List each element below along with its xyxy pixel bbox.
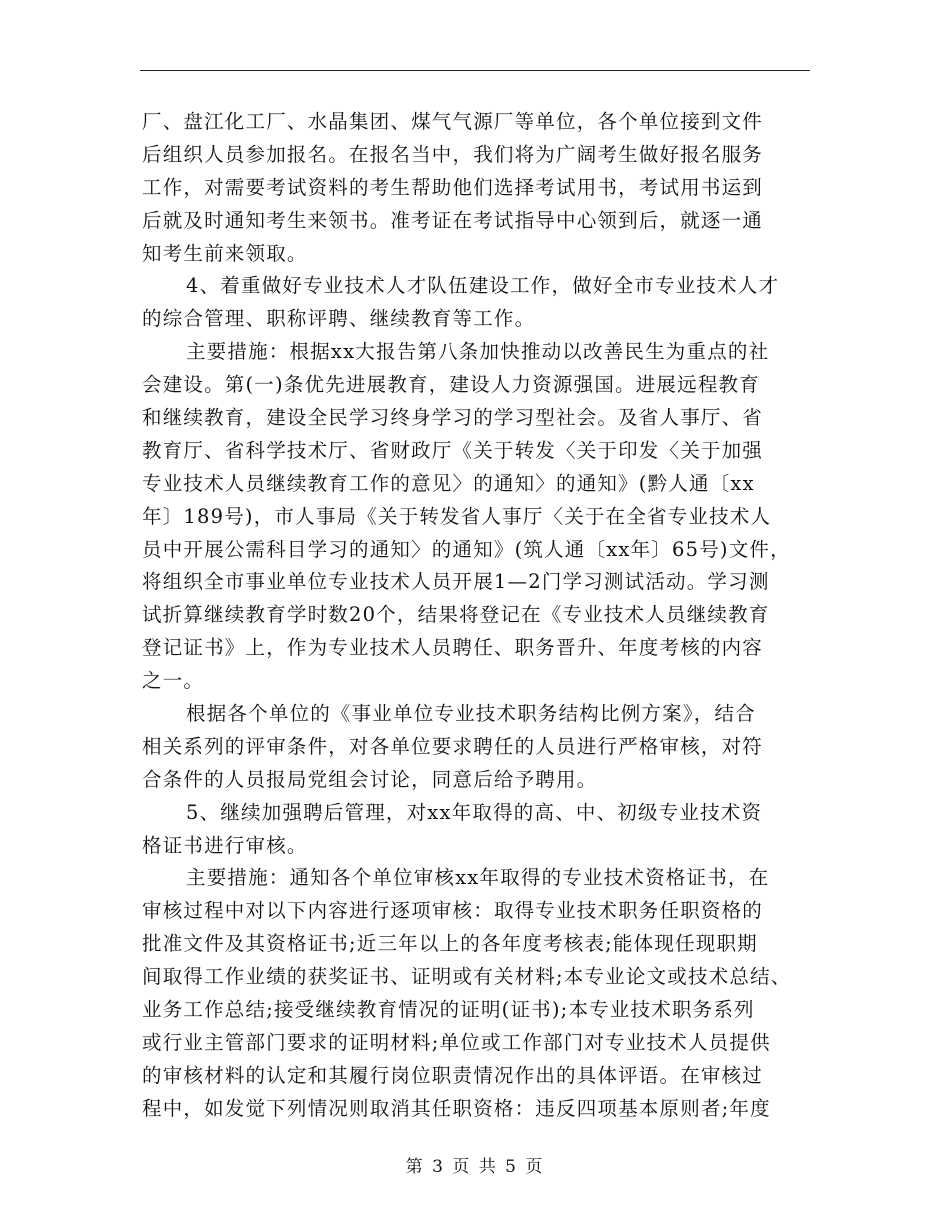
text-line: 知考生前来领取。: [142, 241, 308, 265]
text-line: 之一。: [142, 669, 205, 693]
text-line: 教育厅、省科学技术厅、省财政厅《关于转发〈关于印发〈关于加强: [142, 438, 764, 462]
text-line: 程中，如发觉下列情况则取消其任职资格：违反四项基本原则者;年度: [142, 1096, 771, 1120]
text-line: 间取得工作业绩的获奖证书、证明或有关材料;本专业论文或技术总结、: [142, 965, 792, 989]
text-line: 厂、盘江化工厂、水晶集团、煤气气源厂等单位，各个单位接到文件: [142, 110, 764, 133]
text-line: 根据各个单位的《事业单位专业技术职务结构比例方案》，结合: [186, 702, 756, 726]
text-line: 将组织全市事业单位专业技术人员开展1—2门学习测试活动。学习测: [142, 570, 770, 594]
text-line: 相关系列的评审条件，对各单位要求聘任的人员进行严格审核，对符: [142, 734, 764, 758]
text-line: 或行业主管部门要求的证明材料;单位或工作部门对专业技术人员提供: [142, 1030, 771, 1054]
text-line: 主要措施：根据xx大报告第八条加快推动以改善民生为重点的社: [186, 340, 770, 364]
page-number: 第 3 页 共 5 页: [405, 1157, 545, 1177]
text-line: 批准文件及其资格证书;近三年以上的各年度考核表;能体现任现职期: [142, 932, 758, 956]
text-line: 年〕189号)，市人事局《关于转发省人事厅〈关于在全省专业技术人: [142, 504, 772, 528]
text-line: 合条件的人员报局党组会讨论，同意后给予聘用。: [142, 767, 598, 791]
text-line: 工作，对需要考试资料的考生帮助他们选择考试用书，考试用书运到: [142, 175, 764, 199]
text-line: 的审核材料的认定和其履行岗位职责情况作出的具体评语。在审核过: [142, 1063, 764, 1087]
header-rule: [140, 70, 810, 71]
text-line: 和继续教育，建设全民学习终身学习的学习型社会。及省人事厅、省: [142, 406, 764, 430]
text-line: 主要措施：通知各个单位审核xx年取得的专业技术资格证书，在: [186, 866, 770, 890]
text-line: 5、继续加强聘后管理，对xx年取得的高、中、初级专业技术资: [186, 800, 763, 824]
text-line: 业务工作总结;接受继续教育情况的证明(证书);本专业技术职务系列: [142, 998, 755, 1022]
text-line: 专业技术人员继续教育工作的意见〉的通知〉的通知》(黔人通〔xx: [142, 471, 755, 495]
text-line: 的综合管理、职称评聘、继续教育等工作。: [142, 307, 536, 331]
text-line: 登记证书》上，作为专业技术人员聘任、职务晋升、年度考核的内容: [142, 636, 764, 660]
text-line: 后就及时通知考生来领书。准考证在考试指导中心领到后，就逐一通: [142, 208, 764, 232]
document-body: [142, 106, 812, 1126]
text-line: 会建设。第(一)条优先进展教育，建设人力资源强国。进展远程教育: [142, 373, 760, 397]
text-line: 试折算继续教育学时数20个，结果将登记在《专业技术人员继续教育: [142, 603, 770, 627]
text-line: 后组织人员参加报名。在报名当中，我们将为广阔考生做好报名服务: [142, 142, 764, 166]
text-line: 审核过程中对以下内容进行逐项审核：取得专业技术职务任职资格的: [142, 899, 764, 923]
text-line: 4、着重做好专业技术人才队伍建设工作，做好全市专业技术人才: [186, 274, 780, 298]
text-line: 格证书进行审核。: [142, 833, 308, 857]
text-line: 员中开展公需科目学习的通知〉的通知》(筑人通〔xx年〕65号)文件，: [142, 537, 791, 561]
